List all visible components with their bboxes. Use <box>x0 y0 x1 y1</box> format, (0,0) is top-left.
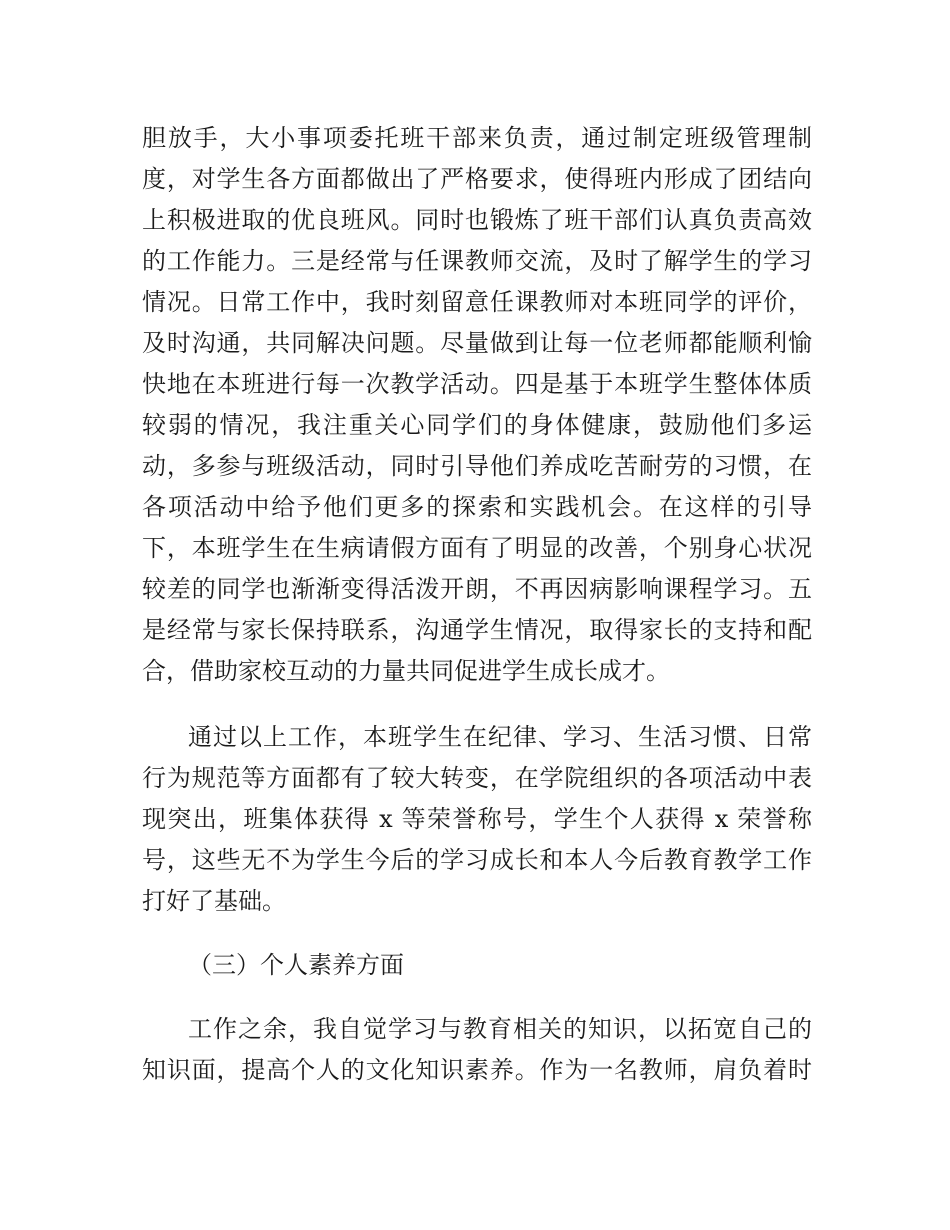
paragraph-1-line-10: 各项活动中给予他们更多的探索和实践机会。在这样的引导 <box>142 493 812 521</box>
paragraph-2-line-3: 现突出，班集体获得 x 等荣誉称号，学生个人获得 x 荣誉称 <box>142 805 812 833</box>
paragraph-1-line-5: 情况。日常工作中，我时刻留意任课教师对本班同学的评价， <box>142 288 812 316</box>
paragraph-1-line-3: 上积极进取的优良班风。同时也锻炼了班干部们认真负责高效 <box>142 206 812 234</box>
paragraph-2-line-1: 通过以上工作，本班学生在纪律、学习、生活习惯、日常 <box>188 723 812 751</box>
paragraph-3-line-1: 工作之余，我自觉学习与教育相关的知识，以拓宽自己的 <box>188 1015 812 1043</box>
paragraph-1-line-6: 及时沟通，共同解决问题。尽量做到让每一位老师都能顺利愉 <box>142 329 812 357</box>
paragraph-1-line-4: 的工作能力。三是经常与任课教师交流，及时了解学生的学习 <box>142 247 812 275</box>
paragraph-2-line-4: 号，这些无不为学生今后的学习成长和本人今后教育教学工作 <box>142 846 812 874</box>
paragraph-1-line-14: 合，借助家校互动的力量共同促进学生成长成才。 <box>142 657 670 685</box>
section-heading: （三）个人素养方面 <box>188 951 404 979</box>
paragraph-3-line-2: 知识面，提高个人的文化知识素养。作为一名教师，肩负着时 <box>142 1056 812 1084</box>
paragraph-1-line-13: 是经常与家长保持联系，沟通学生情况，取得家长的支持和配 <box>142 616 812 644</box>
paragraph-1-line-2: 度，对学生各方面都做出了严格要求，使得班内形成了团结向 <box>142 165 812 193</box>
paragraph-2-line-2: 行为规范等方面都有了较大转变，在学院组织的各项活动中表 <box>142 764 812 792</box>
paragraph-1-line-11: 下，本班学生在生病请假方面有了明显的改善，个别身心状况 <box>142 534 812 562</box>
paragraph-1-line-9: 动，多参与班级活动，同时引导他们养成吃苦耐劳的习惯，在 <box>142 452 812 480</box>
paragraph-1-line-12: 较差的同学也渐渐变得活泼开朗，不再因病影响课程学习。五 <box>142 575 812 603</box>
paragraph-2-line-5: 打好了基础。 <box>142 887 286 915</box>
paragraph-1-line-7: 快地在本班进行每一次教学活动。四是基于本班学生整体体质 <box>142 370 812 398</box>
paragraph-1-line-8: 较弱的情况，我注重关心同学们的身体健康，鼓励他们多运 <box>142 411 812 439</box>
paragraph-1-line-1: 胆放手，大小事项委托班干部来负责，通过制定班级管理制 <box>142 124 812 152</box>
